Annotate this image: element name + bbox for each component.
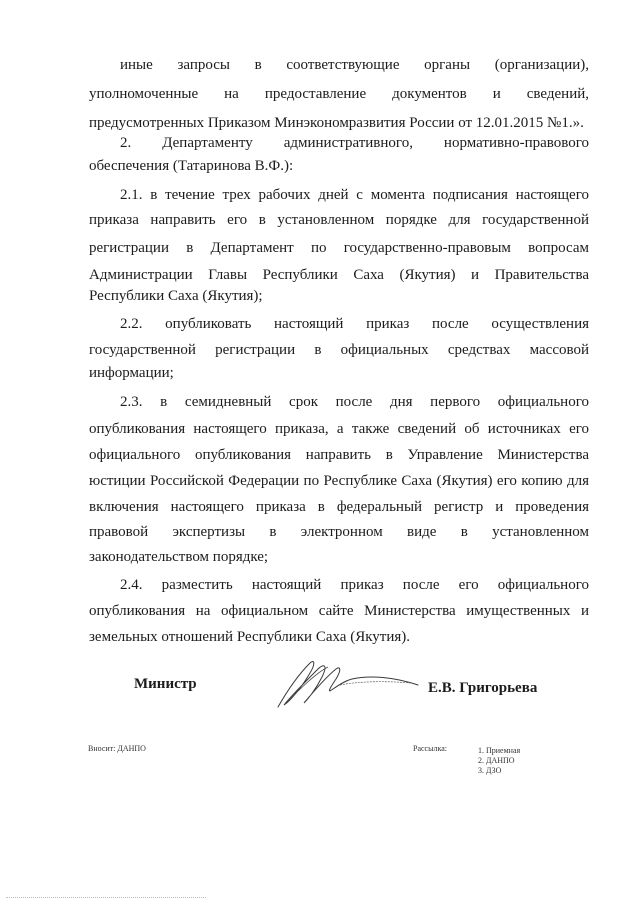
distribution-item: 3. ДЗО xyxy=(478,766,502,775)
text-line: официального опубликования направить в Управление Министерства xyxy=(89,447,589,463)
distribution-item: 2. ДАНПО xyxy=(478,756,515,765)
signatory-name: Е.В. Григорьева xyxy=(428,680,538,696)
text-line: уполномоченные на предоставление документов и сведений, xyxy=(89,86,589,102)
footer-divider xyxy=(6,897,206,900)
text-line: предусмотренных Приказом Минэкономразвития России от 12.01.2015 №1.». xyxy=(89,115,584,131)
text-line: 2.1. в течение трех рабочих дней с момента подписания настоящего xyxy=(120,187,589,203)
text-line: иные запросы в соответствующие органы (организации), xyxy=(120,57,589,73)
text-line: опубликования настоящего приказа, а также сведений об источниках его xyxy=(89,421,589,437)
text-line: опубликования на официальном сайте Министерства имущественных и xyxy=(89,603,589,619)
text-line: правовой экспертизы в электронном виде в установленном xyxy=(89,524,589,540)
text-line: государственной регистрации в официальных средствах массовой xyxy=(89,342,589,358)
text-line: Администрации Главы Республики Саха (Якутия) и Правительства xyxy=(89,267,589,283)
text-line: обеспечения (Татаринова В.Ф.): xyxy=(89,158,294,174)
text-line: регистрации в Департамент по государственно-правовым вопросам xyxy=(89,240,589,256)
text-line: информации; xyxy=(89,365,174,381)
text-line: Республики Саха (Якутия); xyxy=(89,288,263,304)
text-line: законодательством порядке; xyxy=(89,549,269,565)
distribution-label: Рассылка: xyxy=(413,744,448,753)
text-line: земельных отношений Республики Саха (Якутия). xyxy=(89,629,411,645)
text-line: 2.2. опубликовать настоящий приказ после осуществления xyxy=(120,316,589,332)
text-line: включения настоящего приказа в федеральный регистр и проведения xyxy=(89,499,589,515)
text-line: юстиции Российской Федерации по Республике Саха (Якутия) его копию для xyxy=(89,473,589,489)
submitted-by-note: Вносит: ДАНПО xyxy=(88,744,146,753)
handwritten-signature xyxy=(270,655,430,715)
distribution-item: 1. Приемная xyxy=(478,746,521,755)
text-line: 2.4. разместить настоящий приказ после его официального xyxy=(120,577,589,593)
signatory-title: Министр xyxy=(134,676,197,692)
text-line: приказа направить его в установленном порядке для государственной xyxy=(89,212,589,228)
text-line: 2.3. в семидневный срок после дня первого официального xyxy=(120,394,589,410)
text-line: 2. Департаменту административного, нормативно-правового xyxy=(120,135,589,151)
